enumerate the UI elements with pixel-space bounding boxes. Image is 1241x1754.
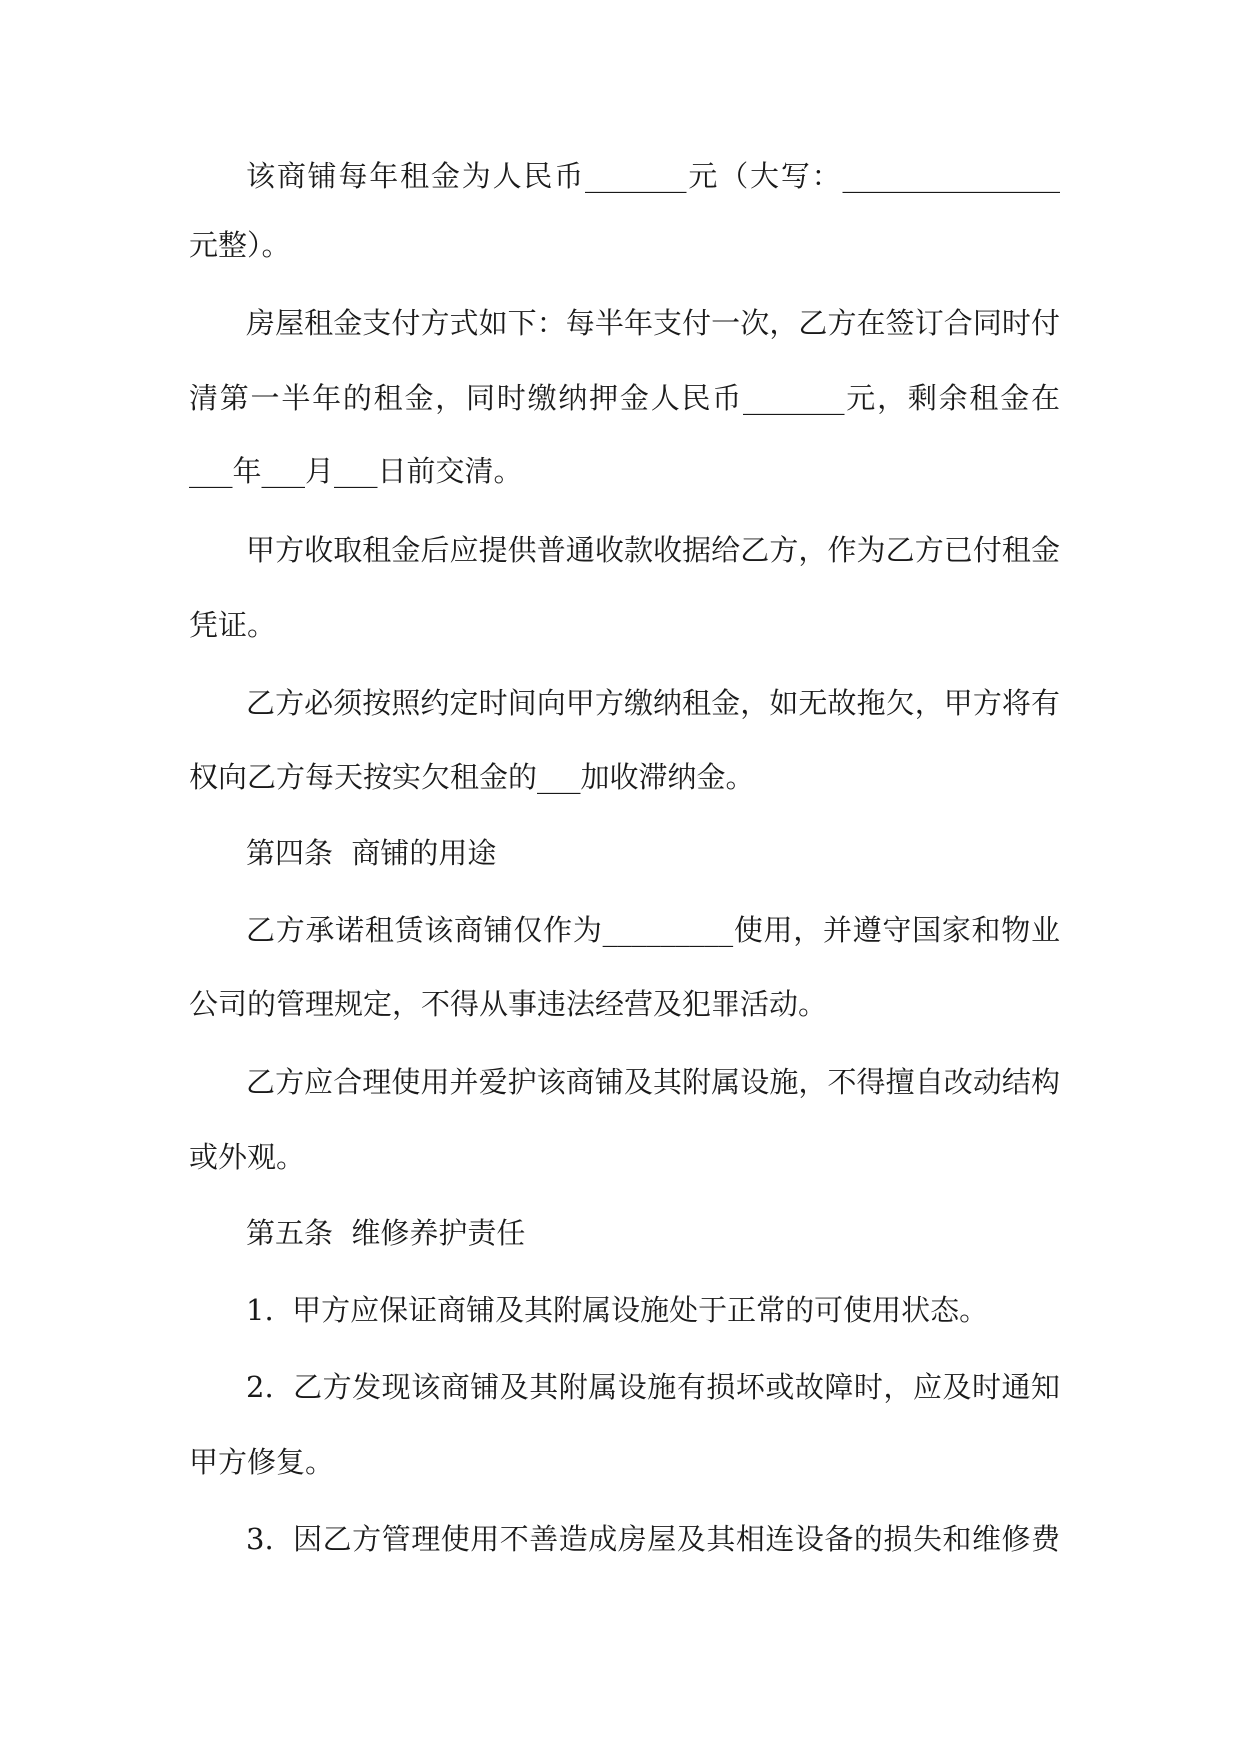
list-item: 2. 乙方发现该商铺及其附属设施有损坏或故障时，应及时通知 <box>246 1370 1060 1404</box>
text-line: 凭证。 <box>189 608 277 642</box>
text-line: 元整）。 <box>189 228 291 262</box>
text-line: 权向乙方每天按实欠租金的___加收滞纳金。 <box>189 760 755 794</box>
text-line: 乙方应合理使用并爱护该商铺及其附属设施，不得擅自改动结构 <box>246 1065 1060 1099</box>
text-line: 乙方承诺租赁该商铺仅作为_________使用，并遵守国家和物业 <box>246 913 1060 947</box>
section-heading: 第四条 商铺的用途 <box>246 836 497 870</box>
text-line: 清第一半年的租金，同时缴纳押金人民币_______元，剩余租金在 <box>189 381 1060 415</box>
list-item: 3. 因乙方管理使用不善造成房屋及其相连设备的损失和维修费 <box>246 1522 1060 1556</box>
text-line: 乙方必须按照约定时间向甲方缴纳租金，如无故拖欠，甲方将有 <box>246 686 1060 720</box>
section-heading: 第五条 维修养护责任 <box>246 1216 526 1250</box>
text-line: 或外观。 <box>189 1140 306 1174</box>
list-item: 1. 甲方应保证商铺及其附属设施处于正常的可使用状态。 <box>246 1293 989 1327</box>
text-line: 该商铺每年租金为人民币_______元（大写：_______________ <box>246 159 1060 193</box>
text-line: 甲方收取租金后应提供普通收款收据给乙方，作为乙方已付租金 <box>246 533 1060 567</box>
text-line: ___年___月___日前交清。 <box>189 454 523 488</box>
text-line: 甲方修复。 <box>189 1445 335 1479</box>
text-line: 公司的管理规定，不得从事违法经营及犯罪活动。 <box>189 987 828 1021</box>
text-line: 房屋租金支付方式如下：每半年支付一次，乙方在签订合同时付 <box>246 306 1060 340</box>
